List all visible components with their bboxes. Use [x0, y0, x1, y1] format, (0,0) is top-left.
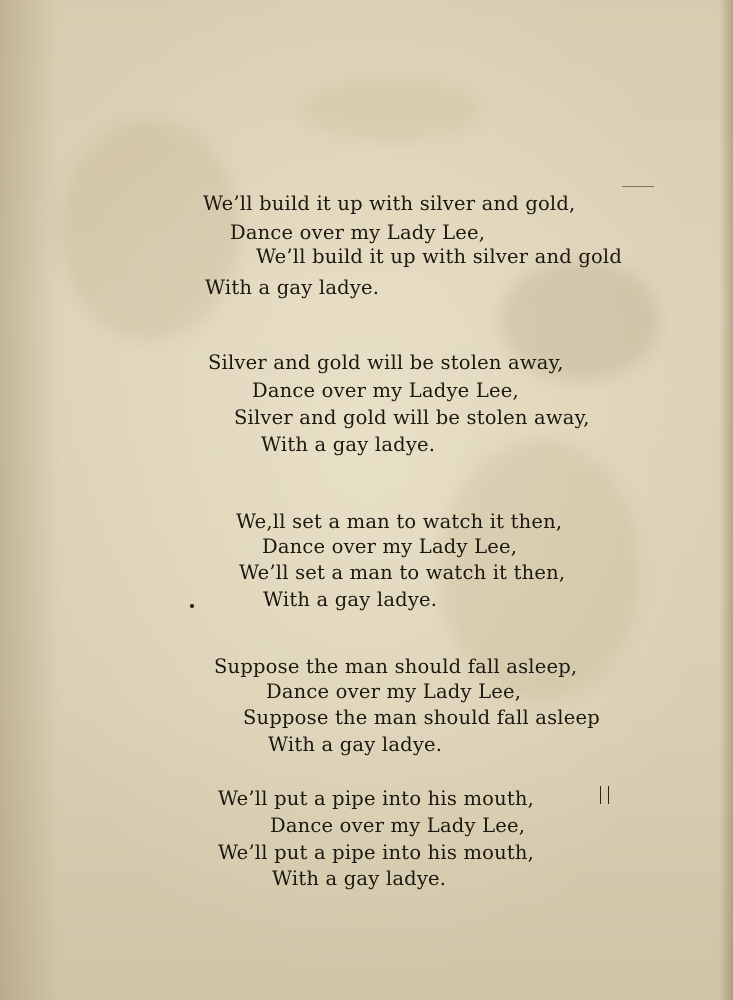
poem-line: Silver and gold will be stolen away, — [208, 351, 564, 374]
poem-line: Dance over my Lady Lee, — [230, 221, 486, 244]
poem-line: We’ll put a pipe into his mouth, — [218, 787, 535, 810]
poem-line: Suppose the man should fall asleep — [243, 706, 600, 729]
poem-line: With a gay ladye. — [261, 433, 436, 456]
poem-line: With a gay ladye. — [205, 276, 380, 299]
poem-line: Dance over my Lady Lee, — [270, 814, 526, 837]
poem-line: Suppose the man should fall asleep, — [214, 655, 578, 678]
poem-line: With a gay ladye. — [272, 867, 447, 890]
poem-line: We’ll build it up with silver and gold, — [203, 192, 576, 215]
poem-line: Silver and gold will be stolen away, — [234, 406, 590, 429]
poem-line: With a gay ladye. — [263, 588, 438, 611]
poem-line: We’ll put a pipe into his mouth, — [218, 841, 535, 864]
poem-line: We’ll set a man to watch it then, — [239, 561, 566, 584]
poem-line: Dance over my Lady Lee, — [262, 535, 518, 558]
poem-line: We,ll set a man to watch it then, — [236, 510, 563, 533]
poem-line: Dance over my Lady Lee, — [266, 680, 522, 703]
poem-line: With a gay ladye. — [268, 733, 443, 756]
poem-line: Dance over my Ladye Lee, — [252, 379, 519, 402]
poem-line: We’ll build it up with silver and gold — [256, 245, 623, 268]
